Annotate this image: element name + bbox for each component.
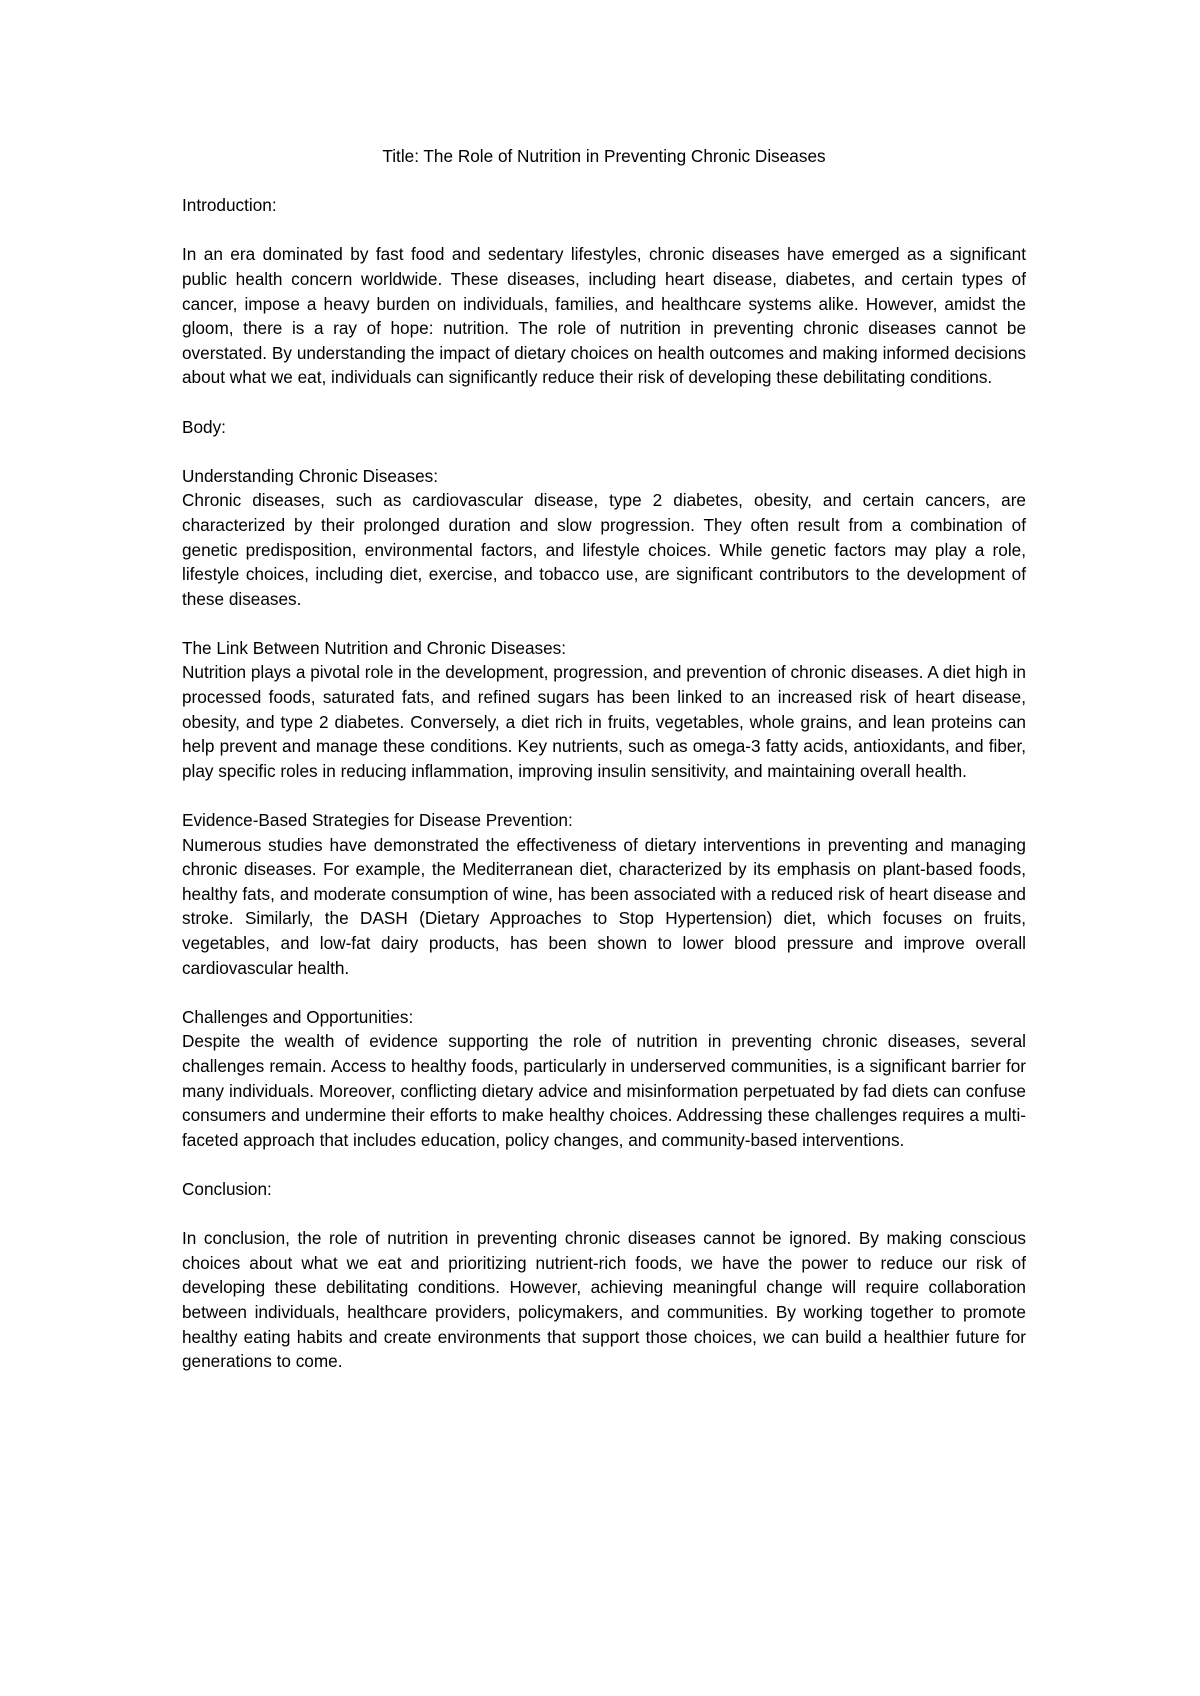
evidence-based-strategies-heading: Evidence-Based Strategies for Disease Prevention:	[182, 810, 573, 831]
evidence-based-strategies-paragraph: Numerous studies have demonstrated the effectiveness of dietary interventions in preventing and managing chronic diseases. For example, the Mediterranean diet, characterized by its emphasis on plant-based foods, healthy fats, and moderate consumption of wine, has been associated with a reduced risk of heart disease and stroke. Similarly, the DASH (Dietary Approaches to Stop Hypertension) diet, which focuses on fruits, vegetables, and low-fat dairy products, has been shown to lower blood pressure and improve overall cardiovascular health.	[182, 834, 1026, 978]
introduction-heading: Introduction:	[182, 195, 277, 216]
understanding-chronic-diseases-paragraph: Chronic diseases, such as cardiovascular disease, type 2 diabetes, obesity, and certain cancers, are characterized by their prolonged duration and slow progression. They often result from a combination of genetic predisposition, environmental factors, and lifestyle choices. While genetic factors may play a role, lifestyle choices, including diet, exercise, and tobacco use, are significant contributors to the development of these diseases.	[182, 490, 1026, 609]
nutrition-link-heading: The Link Between Nutrition and Chronic Diseases:	[182, 637, 567, 658]
conclusion-paragraph: In conclusion, the role of nutrition in preventing chronic diseases cannot be ignored. By making conscious choices about what we eat and prioritizing nutrient-rich foods, we have the power to reduce our risk of developing these debilitating conditions. However, achieving meaningful change will require collaboration between individuals, healthcare providers, policymakers, and communities. By working together to promote healthy eating habits and create environments that support those choices, we can build a healthier future for generations to come.	[182, 1228, 1026, 1372]
body-heading: Body:	[182, 416, 226, 437]
understanding-chronic-diseases-heading: Understanding Chronic Diseases:	[182, 465, 439, 486]
introduction-paragraph: In an era dominated by fast food and sedentary lifestyles, chronic diseases have emerged as a significant public health concern worldwide. These diseases, including heart disease, diabetes, and certain types of cancer, impose a heavy burden on individuals, families, and healthcare systems alike. However, amidst the gloom, there is a ray of hope: nutrition. The role of nutrition in preventing chronic diseases cannot be overstated. By understanding the impact of dietary choices on health outcomes and making informed decisions about what we eat, individuals can significantly reduce their risk of developing these debilitating conditions.	[182, 244, 1026, 388]
challenges-opportunities-paragraph: Despite the wealth of evidence supporting the role of nutrition in preventing chronic diseases, several challenges remain. Access to healthy foods, particularly in underserved communities, is a significant barrier for many individuals. Moreover, conflicting dietary advice and misinformation perpetuated by fad diets can confuse consumers and undermine their efforts to make healthy choices. Addressing these challenges requires a multi-faceted approach that includes education, policy changes, and community-based interventions.	[182, 1031, 1026, 1150]
nutrition-link-paragraph: Nutrition plays a pivotal role in the development, progression, and prevention of chronic diseases. A diet high in processed foods, saturated fats, and refined sugars has been linked to an increased risk of heart disease, obesity, and type 2 diabetes. Conversely, a diet rich in fruits, vegetables, whole grains, and lean proteins can help prevent and manage these conditions. Key nutrients, such as omega-3 fatty acids, antioxidants, and fiber, play specific roles in reducing inflammation, improving insulin sensitivity, and maintaining overall health.	[182, 662, 1026, 781]
document-title: Title: The Role of Nutrition in Preventing Chronic Diseases	[382, 146, 826, 166]
challenges-opportunities-heading: Challenges and Opportunities:	[182, 1006, 414, 1027]
conclusion-heading: Conclusion:	[182, 1178, 272, 1199]
document-content	[182, 144, 1026, 1374]
